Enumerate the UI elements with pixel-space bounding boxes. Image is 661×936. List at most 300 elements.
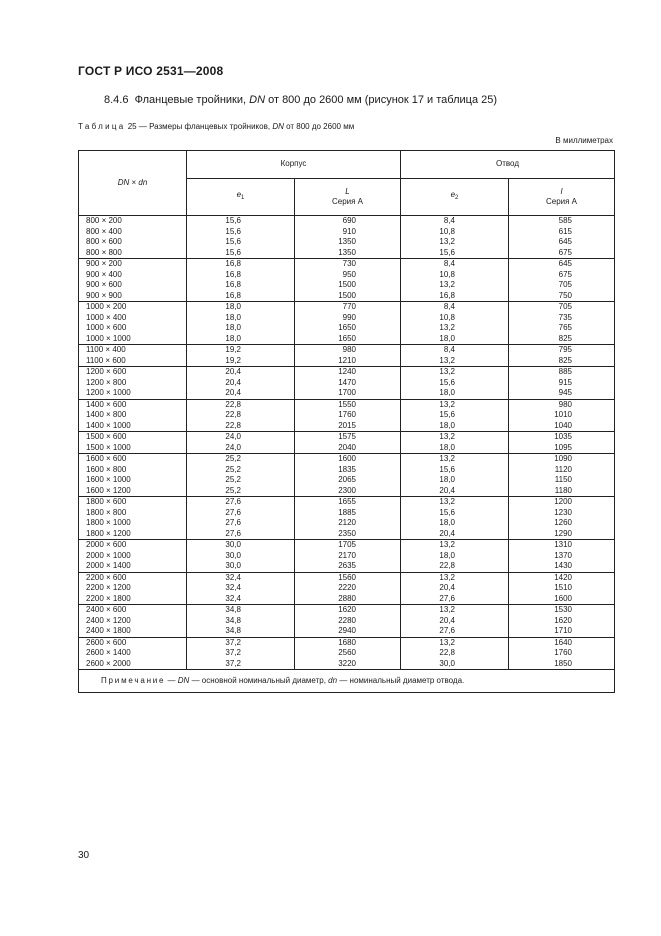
- table-cell-dn: 1600 × 1000: [86, 475, 131, 484]
- cell-l-group: [509, 216, 615, 259]
- table-cell-l: 910: [342, 226, 356, 236]
- table-row-group: [79, 540, 615, 573]
- table-cell-l: 705: [558, 280, 572, 289]
- table-cell-l: 1350: [338, 237, 356, 246]
- cell-e1-group: [187, 432, 295, 454]
- table-cell-dn: 2000 × 600: [86, 540, 127, 549]
- cell-e2-group: [401, 345, 509, 367]
- cell-e1-group: [187, 572, 295, 605]
- table-row-group: [79, 399, 615, 432]
- cell-l-group: [295, 432, 401, 454]
- table-cell-l: 990: [342, 312, 356, 322]
- table-cell-l: 915: [558, 377, 572, 387]
- cell-e1-group: [187, 605, 295, 638]
- table-cell-l: 2065: [338, 475, 356, 484]
- table-caption: [78, 122, 354, 131]
- table-cell-l: 885: [558, 367, 572, 376]
- cell-l-group: [509, 399, 615, 432]
- table-cell-e1: 24,0: [225, 432, 241, 441]
- table-cell-e1: 18,0: [225, 302, 241, 311]
- table-cell-l: 945: [558, 388, 572, 397]
- cell-dn-group: [79, 216, 187, 259]
- table-cell-e1: 20,4: [225, 377, 241, 387]
- cell-l-group: [295, 367, 401, 400]
- cell-e2-group: [401, 399, 509, 432]
- table-cell-e1: 30,0: [225, 561, 241, 570]
- table-cell-dn: 2000 × 1400: [86, 561, 131, 570]
- table-row-group: [79, 637, 615, 670]
- table-cell-e1: 30,0: [225, 550, 241, 560]
- table-cell-e1: 27,6: [225, 497, 241, 506]
- col-header-L: L Серия А: [295, 179, 401, 216]
- table-cell-e2: 13,2: [439, 572, 455, 582]
- table-cell-dn: 800 × 200: [86, 216, 122, 225]
- table-cell-e2: 18,0: [439, 333, 455, 343]
- table-cell-l: 980: [342, 345, 356, 354]
- table-cell-l: 1680: [338, 637, 356, 647]
- table-cell-e2: 13,2: [439, 454, 455, 463]
- table-cell-dn: 1400 × 800: [86, 410, 127, 419]
- cell-l-group: [295, 345, 401, 367]
- table-row-group: [79, 216, 615, 259]
- table-cell-e1: 15,6: [225, 247, 241, 257]
- table-cell-e2: 20,4: [439, 528, 455, 538]
- table-caption-text-after: от 800 до 2600 мм: [286, 122, 355, 131]
- table-cell-e1: 32,4: [225, 572, 241, 582]
- cell-l-group: [295, 637, 401, 670]
- cell-e2-group: [401, 572, 509, 605]
- table-cell-l: 1240: [338, 367, 356, 376]
- table-cell-l: 1620: [554, 615, 572, 625]
- table-cell-dn: 1800 × 1000: [86, 518, 131, 527]
- cell-dn-group: [79, 540, 187, 573]
- table-cell-l: 2120: [338, 518, 356, 527]
- table-cell-l: 1560: [338, 572, 356, 582]
- table-row-group: [79, 367, 615, 400]
- cell-dn-group: [79, 367, 187, 400]
- table-cell-l: 585: [558, 216, 572, 225]
- table-cell-l: 615: [558, 226, 572, 236]
- table-cell-l: 1510: [554, 583, 572, 592]
- table-cell-e2: 18,0: [439, 442, 455, 452]
- flanged-tees-table: [78, 150, 615, 693]
- table-cell-e2: 13,2: [439, 540, 455, 549]
- table-cell-e1: 18,0: [225, 312, 241, 322]
- table-caption-text-before: — Размеры фланцевых тройников,: [138, 122, 271, 131]
- table-cell-e1: 22,8: [225, 410, 241, 419]
- table-cell-e2: 20,4: [439, 485, 455, 495]
- cell-e1-group: [187, 540, 295, 573]
- table-header-row-1: [79, 151, 615, 179]
- table-cell-e2: 8,4: [443, 216, 455, 225]
- cell-e1-group: [187, 399, 295, 432]
- col-group-body: Корпус: [187, 151, 401, 179]
- table-cell-e1: 32,4: [225, 583, 241, 592]
- table-cell-l: 1885: [338, 507, 356, 517]
- table-cell-e2: 30,0: [439, 658, 455, 668]
- table-cell-dn: 1200 × 1000: [86, 388, 131, 397]
- table-cell-e1: 37,2: [225, 637, 241, 647]
- table-cell-e1: 37,2: [225, 648, 241, 657]
- table-cell-e2: 10,8: [439, 269, 455, 279]
- table-cell-l: 1700: [338, 388, 356, 397]
- cell-e1-group: [187, 367, 295, 400]
- table-cell-dn: 2600 × 2000: [86, 658, 131, 668]
- table-cell-l: 825: [558, 355, 572, 365]
- cell-e2-group: [401, 605, 509, 638]
- table-cell-l: 1705: [338, 540, 356, 549]
- table-cell-e2: 8,4: [443, 259, 455, 268]
- table-cell-dn: 800 × 600: [86, 237, 122, 246]
- table-cell-l: 1210: [338, 355, 356, 365]
- cell-l-group: [295, 302, 401, 345]
- table-cell-l: 1550: [338, 399, 356, 409]
- table-cell-l: 1090: [554, 454, 572, 463]
- cell-e1-group: [187, 497, 295, 540]
- table-cell-l: 2560: [338, 648, 356, 657]
- table-cell-e2: 18,0: [439, 475, 455, 484]
- table-cell-l: 1430: [554, 561, 572, 570]
- table-cell-l: 1530: [554, 605, 572, 614]
- table-cell-dn: 2200 × 1200: [86, 583, 131, 592]
- cell-l-group: [509, 454, 615, 497]
- table-cell-e1: 34,8: [225, 626, 241, 635]
- table-cell-e2: 18,0: [439, 420, 455, 430]
- table-cell-l: 1850: [554, 658, 572, 668]
- table-cell-l: 1600: [338, 454, 356, 463]
- table-cell-l: 1150: [554, 475, 572, 484]
- section-title-before: Фланцевые тройники,: [134, 94, 247, 106]
- table-cell-e2: 10,8: [439, 312, 455, 322]
- cell-dn-group: [79, 454, 187, 497]
- table-cell-dn: 1800 × 1200: [86, 528, 131, 538]
- cell-l-group: [509, 497, 615, 540]
- table-cell-dn: 1000 × 600: [86, 323, 127, 332]
- cell-dn-group: [79, 432, 187, 454]
- cell-l-group: [295, 540, 401, 573]
- col-header-dn: DN × dn: [79, 151, 187, 216]
- table-cell-l: 1180: [554, 485, 572, 495]
- table-cell-l: 2635: [338, 561, 356, 570]
- cell-l-group: [509, 605, 615, 638]
- table-cell-dn: 1000 × 400: [86, 312, 127, 322]
- page-number: 30: [78, 850, 90, 861]
- col-group-branch: Отвод: [401, 151, 615, 179]
- table-cell-l: 1470: [338, 377, 356, 387]
- cell-e1-group: [187, 302, 295, 345]
- table-cell-l: 675: [558, 247, 572, 257]
- table-cell-e2: 13,2: [439, 637, 455, 647]
- table-cell-dn: 1000 × 200: [86, 302, 127, 311]
- cell-e1-group: [187, 637, 295, 670]
- table-cell-e2: 13,2: [439, 367, 455, 376]
- cell-e2-group: [401, 367, 509, 400]
- cell-dn-group: [79, 497, 187, 540]
- section-title-dn: DN: [249, 94, 266, 106]
- table-cell-e2: 13,2: [439, 237, 455, 246]
- table-row-group: [79, 432, 615, 454]
- table-cell-dn: 900 × 200: [86, 259, 122, 268]
- cell-l-group: [295, 259, 401, 302]
- table-cell-dn: 1500 × 1000: [86, 442, 131, 452]
- table-cell-l: 2940: [338, 626, 356, 635]
- section-number: 8.4.6: [104, 94, 129, 106]
- cell-l-group: [509, 367, 615, 400]
- cell-l-group: [509, 637, 615, 670]
- table-cell-dn: 1500 × 600: [86, 432, 127, 441]
- table-cell-e1: 15,6: [225, 216, 241, 225]
- table-cell-l: 2220: [338, 583, 356, 592]
- cell-e2-group: [401, 259, 509, 302]
- units-note: В миллиметрах: [555, 136, 613, 145]
- table-cell-e1: 25,2: [225, 485, 241, 495]
- table-cell-e2: 15,6: [439, 507, 455, 517]
- table-cell-e1: 25,2: [225, 475, 241, 484]
- table-cell-e1: 27,6: [225, 507, 241, 517]
- table-cell-dn: 2600 × 1400: [86, 648, 131, 657]
- table-cell-dn: 2400 × 600: [86, 605, 127, 614]
- table-cell-l: 980: [558, 399, 572, 409]
- table-cell-e1: 15,6: [225, 226, 241, 236]
- table-cell-dn: 1100 × 400: [86, 345, 126, 354]
- table-row-group: [79, 454, 615, 497]
- cell-l-group: [509, 572, 615, 605]
- table-cell-e1: 16,8: [225, 280, 241, 289]
- table-cell-e1: 24,0: [225, 442, 241, 452]
- table-cell-e1: 34,8: [225, 615, 241, 625]
- table-cell-l: 1710: [554, 626, 572, 635]
- table-cell-l: 690: [342, 216, 356, 225]
- table-cell-e1: 19,2: [225, 355, 241, 365]
- cell-dn-group: [79, 572, 187, 605]
- table-cell-e2: 27,6: [439, 626, 455, 635]
- table-cell-e1: 16,8: [225, 259, 241, 268]
- document-header: ГОСТ Р ИСО 2531—2008: [78, 64, 224, 78]
- table-cell-l: 2880: [338, 593, 356, 603]
- table-cell-l: 1290: [554, 528, 572, 538]
- table-cell-l: 1760: [338, 410, 356, 419]
- table-cell-l: 1575: [338, 432, 356, 441]
- table-cell-e1: 16,8: [225, 269, 241, 279]
- table-cell-e1: 22,8: [225, 399, 241, 409]
- table-cell-l: 1620: [338, 605, 356, 614]
- table-cell-l: 735: [558, 312, 572, 322]
- table-cell-l: 1350: [338, 247, 356, 257]
- cell-e2-group: [401, 540, 509, 573]
- table-cell-e1: 32,4: [225, 593, 241, 603]
- table-cell-l: 765: [558, 323, 572, 332]
- table-cell-e2: 18,0: [439, 388, 455, 397]
- table-cell-dn: 1800 × 600: [86, 497, 127, 506]
- table-cell-dn: 900 × 400: [86, 269, 122, 279]
- table-cell-l: 675: [558, 269, 572, 279]
- cell-e2-group: [401, 454, 509, 497]
- table-cell-dn: 900 × 600: [86, 280, 122, 289]
- cell-l-group: [509, 302, 615, 345]
- cell-dn-group: [79, 345, 187, 367]
- table-cell-e2: 27,6: [439, 593, 455, 603]
- cell-e1-group: [187, 454, 295, 497]
- table-cell-l: 2280: [338, 615, 356, 625]
- table-cell-dn: 800 × 400: [86, 226, 122, 236]
- table-cell-l: 1650: [338, 323, 356, 332]
- table-cell-e1: 25,2: [225, 454, 241, 463]
- table-cell-l: 3220: [338, 658, 356, 668]
- table-cell-dn: 2400 × 1200: [86, 615, 131, 625]
- table-cell-e1: 19,2: [225, 345, 241, 354]
- table-cell-dn: 1200 × 800: [86, 377, 127, 387]
- table-cell-l: 1640: [554, 637, 572, 647]
- table-cell-dn: 2600 × 600: [86, 637, 127, 647]
- table-caption-dn: DN: [272, 122, 284, 131]
- table-cell-dn: 800 × 800: [86, 247, 122, 257]
- table-cell-l: 2040: [338, 442, 356, 452]
- table-cell-l: 1500: [338, 280, 356, 289]
- col-header-e2: $e_2$: [401, 179, 509, 216]
- table-row-group: [79, 605, 615, 638]
- cell-e2-group: [401, 432, 509, 454]
- table-cell-l: 1420: [554, 572, 572, 582]
- table-cell-e2: 15,6: [439, 464, 455, 474]
- cell-dn-group: [79, 302, 187, 345]
- cell-l-group: [295, 497, 401, 540]
- table-cell-dn: 1400 × 1000: [86, 420, 131, 430]
- table-cell-dn: 1100 × 600: [86, 355, 126, 365]
- table-cell-l: 1095: [554, 442, 572, 452]
- table-cell-l: 1835: [338, 464, 356, 474]
- cell-dn-group: [79, 605, 187, 638]
- section-heading: [104, 94, 497, 106]
- table-cell-e2: 13,2: [439, 399, 455, 409]
- table-cell-dn: 1800 × 800: [86, 507, 127, 517]
- table-cell-l: 645: [558, 259, 572, 268]
- table-cell-e2: 10,8: [439, 226, 455, 236]
- table-cell-dn: 1600 × 600: [86, 454, 127, 463]
- cell-l-group: [509, 345, 615, 367]
- table-row-group: [79, 259, 615, 302]
- table-cell-l: 750: [558, 290, 572, 300]
- table-cell-l: 1370: [554, 550, 572, 560]
- cell-dn-group: [79, 637, 187, 670]
- cell-e1-group: [187, 345, 295, 367]
- table-cell-dn: 2200 × 1800: [86, 593, 131, 603]
- table-note-row: [79, 670, 615, 693]
- cell-l-group: [295, 216, 401, 259]
- table-cell-e1: 20,4: [225, 367, 241, 376]
- table-cell-l: 2300: [338, 485, 356, 495]
- table-cell-e2: 15,6: [439, 247, 455, 257]
- table-cell-l: 1040: [554, 420, 572, 430]
- table-note: Примечание — DN — основной номинальный диаметр, dn — номинальный диаметр отвода.: [79, 670, 615, 693]
- table-cell-e2: 20,4: [439, 583, 455, 592]
- table-cell-l: 1260: [554, 518, 572, 527]
- table-row-group: [79, 497, 615, 540]
- table-cell-e1: 30,0: [225, 540, 241, 549]
- col-header-e1: $e_1$: [187, 179, 295, 216]
- cell-dn-group: [79, 259, 187, 302]
- table-row-group: [79, 345, 615, 367]
- cell-l-group: [295, 454, 401, 497]
- table-cell-e1: 18,0: [225, 323, 241, 332]
- table-cell-l: 1200: [554, 497, 572, 506]
- table-cell-dn: 2200 × 600: [86, 572, 127, 582]
- table-cell-e1: 25,2: [225, 464, 241, 474]
- table-caption-number: 25: [127, 122, 137, 131]
- table-cell-l: 795: [558, 345, 572, 354]
- cell-dn-group: [79, 399, 187, 432]
- table-cell-dn: 1200 × 600: [86, 367, 127, 376]
- table-cell-e2: 18,0: [439, 550, 455, 560]
- table-cell-e1: 22,8: [225, 420, 241, 430]
- table-cell-e2: 13,2: [439, 605, 455, 614]
- table-body: [79, 216, 615, 670]
- table-cell-e2: 13,2: [439, 497, 455, 506]
- cell-e1-group: [187, 259, 295, 302]
- cell-e2-group: [401, 302, 509, 345]
- table-row-group: [79, 302, 615, 345]
- table-cell-e2: 8,4: [443, 302, 455, 311]
- cell-l-group: [509, 259, 615, 302]
- cell-l-group: [509, 432, 615, 454]
- table-cell-dn: 2000 × 1000: [86, 550, 131, 560]
- table-row-group: [79, 572, 615, 605]
- table-cell-e2: 13,2: [439, 323, 455, 332]
- table-cell-l: 825: [558, 333, 572, 343]
- table-cell-e1: 20,4: [225, 388, 241, 397]
- table-cell-dn: 1600 × 800: [86, 464, 127, 474]
- table-cell-l: 1500: [338, 290, 356, 300]
- table-cell-e2: 13,2: [439, 280, 455, 289]
- table-cell-e1: 27,6: [225, 528, 241, 538]
- table-cell-e1: 15,6: [225, 237, 241, 246]
- table-cell-l: 705: [558, 302, 572, 311]
- table-cell-e1: 37,2: [225, 658, 241, 668]
- table-cell-l: 770: [342, 302, 356, 311]
- table-cell-l: 1230: [554, 507, 572, 517]
- cell-l-group: [295, 399, 401, 432]
- table-cell-e2: 16,8: [439, 290, 455, 300]
- table-cell-l: 1655: [338, 497, 356, 506]
- table-cell-l: 730: [342, 259, 356, 268]
- table-cell-e2: 20,4: [439, 615, 455, 625]
- table-cell-dn: 2400 × 1800: [86, 626, 131, 635]
- table-cell-l: 2350: [338, 528, 356, 538]
- table-cell-dn: 1400 × 600: [86, 399, 127, 409]
- table-cell-l: 2015: [338, 420, 356, 430]
- table-cell-l: 1600: [554, 593, 572, 603]
- table-cell-l: 645: [558, 237, 572, 246]
- table-cell-dn: 1000 × 1000: [86, 333, 131, 343]
- cell-e1-group: [187, 216, 295, 259]
- table-cell-e2: 22,8: [439, 561, 455, 570]
- table-cell-e2: 18,0: [439, 518, 455, 527]
- table-cell-l: 2170: [338, 550, 356, 560]
- table-cell-l: 1310: [554, 540, 572, 549]
- cell-l-group: [295, 605, 401, 638]
- table-cell-dn: 900 × 900: [86, 290, 122, 300]
- table-cell-e2: 13,2: [439, 355, 455, 365]
- table-cell-l: 1760: [554, 648, 572, 657]
- cell-e2-group: [401, 216, 509, 259]
- table-cell-l: 1120: [554, 464, 572, 474]
- cell-e2-group: [401, 497, 509, 540]
- table-cell-e2: 15,6: [439, 377, 455, 387]
- table-caption-label: Таблица: [78, 122, 126, 131]
- table-cell-l: 1010: [554, 410, 572, 419]
- table-cell-dn: 1600 × 1200: [86, 485, 131, 495]
- table-cell-l: 950: [342, 269, 356, 279]
- col-header-l: l Серия А: [509, 179, 615, 216]
